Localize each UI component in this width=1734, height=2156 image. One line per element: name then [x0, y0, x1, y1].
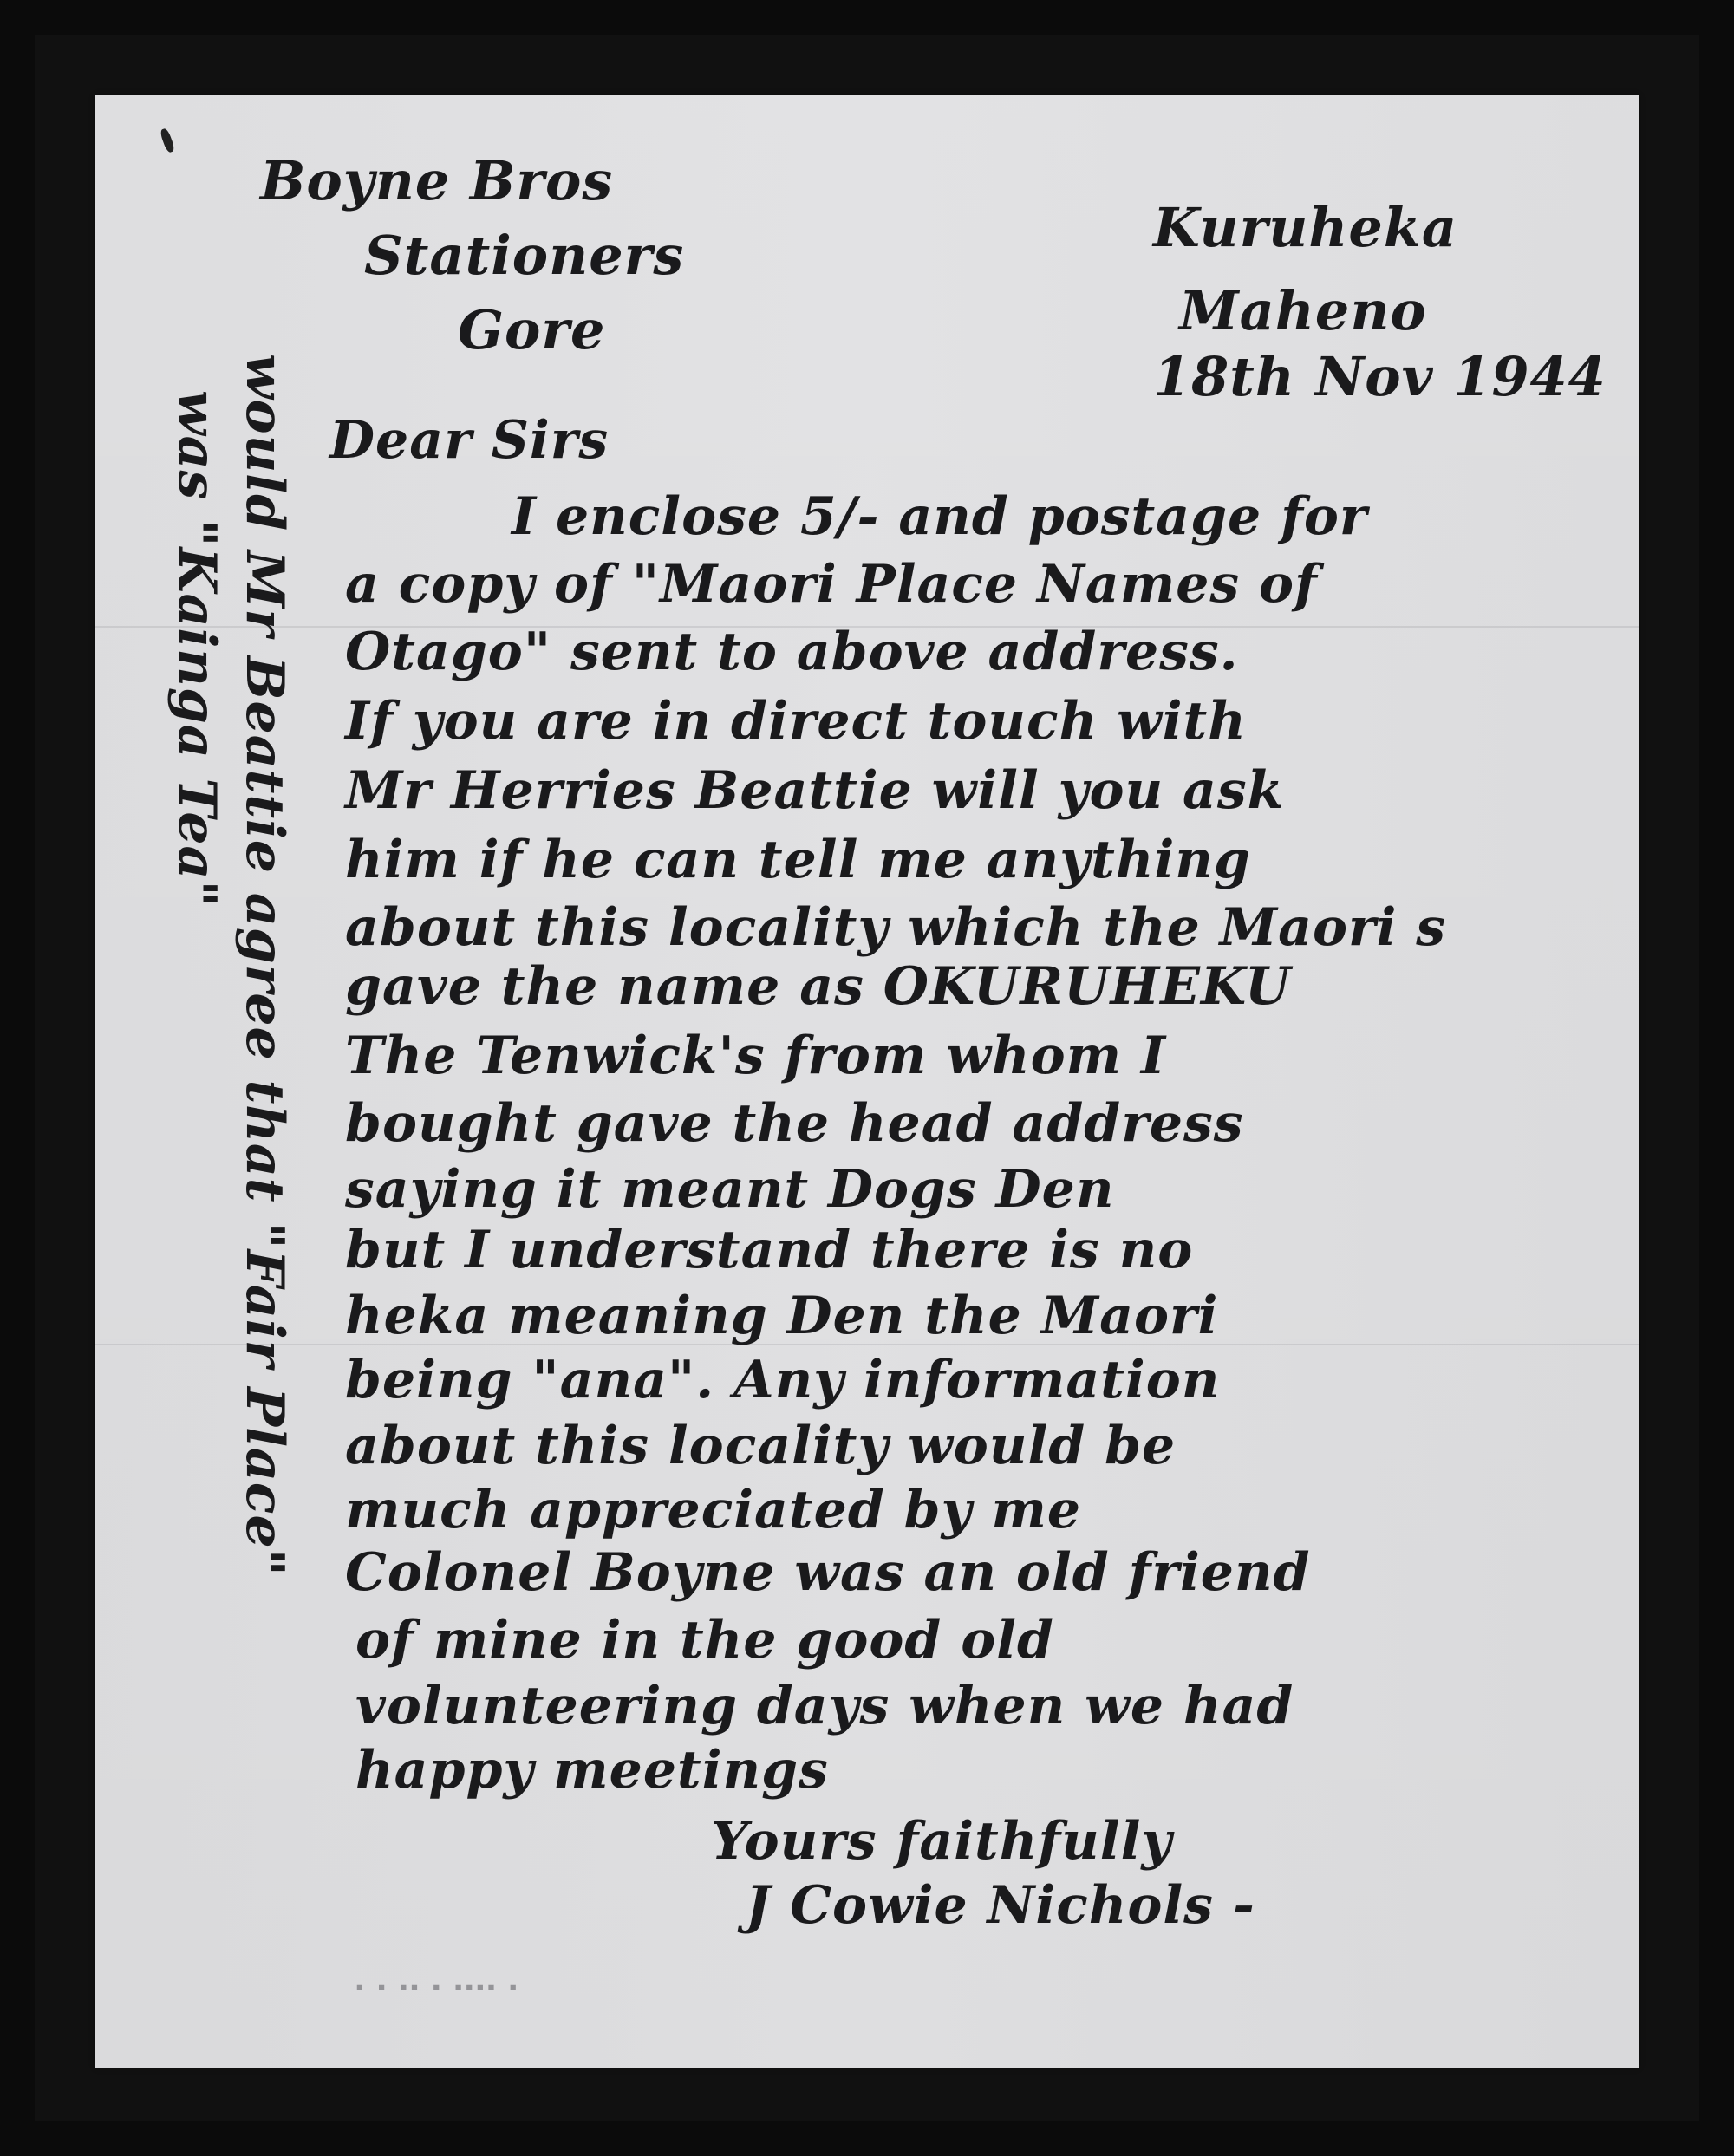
body-line: about this locality which the Maori s [345, 897, 1447, 958]
faint-stamp-mark: ▪ ▪ ▪▪ ▪ ▪▪▪▪ ▪ [355, 1978, 520, 1995]
body-line: Colonel Boyne was an old friend [345, 1542, 1311, 1603]
body-line: The Tenwick's from whom I [345, 1026, 1167, 1086]
body-line: If you are in direct touch with [345, 691, 1247, 752]
signature: J Cowie Nichols - [746, 1875, 1255, 1936]
body-line: heka meaning Den the Maori [345, 1286, 1219, 1346]
recipient-line-2: Stationers [364, 224, 685, 287]
margin-note-line-2: was "Kainga Tea" [166, 390, 227, 909]
body-line: a copy of "Maori Place Names of [345, 554, 1318, 615]
body-line: about this locality would be [345, 1416, 1177, 1476]
body-line: happy meetings [355, 1740, 829, 1801]
recipient-line-3: Gore [458, 298, 606, 362]
body-line: much appreciated by me [345, 1480, 1082, 1540]
body-line: saying it meant Dogs Den [345, 1159, 1115, 1220]
body-line: him if he can tell me anything [345, 830, 1251, 890]
body-line: of mine in the good old [355, 1610, 1054, 1671]
body-line: volunteering days when we had [355, 1676, 1294, 1736]
sender-address-line-2: Maheno [1179, 279, 1427, 342]
body-line: bought gave the head address [345, 1093, 1244, 1154]
body-line: being "ana". Any information [345, 1350, 1221, 1410]
closing: Yours faithfully [711, 1811, 1173, 1872]
salutation: Dear Sirs [329, 410, 610, 471]
body-line: but I understand there is no [345, 1220, 1194, 1280]
body-line: I enclose 5/- and postage for [512, 486, 1368, 547]
recipient-line-1: Boyne Bros [260, 149, 614, 212]
body-line: Mr Herries Beattie will you ask [345, 760, 1285, 821]
body-line: gave the name as OKURUHEKU [345, 956, 1292, 1017]
margin-note-line-1: would Mr Beattie agree that "Fair Place" [234, 354, 295, 1577]
sender-address-line-1: Kuruheka [1153, 196, 1457, 259]
letter-date: 18th Nov 1944 [1153, 345, 1607, 408]
body-line: Otago" sent to above address. [345, 622, 1239, 682]
